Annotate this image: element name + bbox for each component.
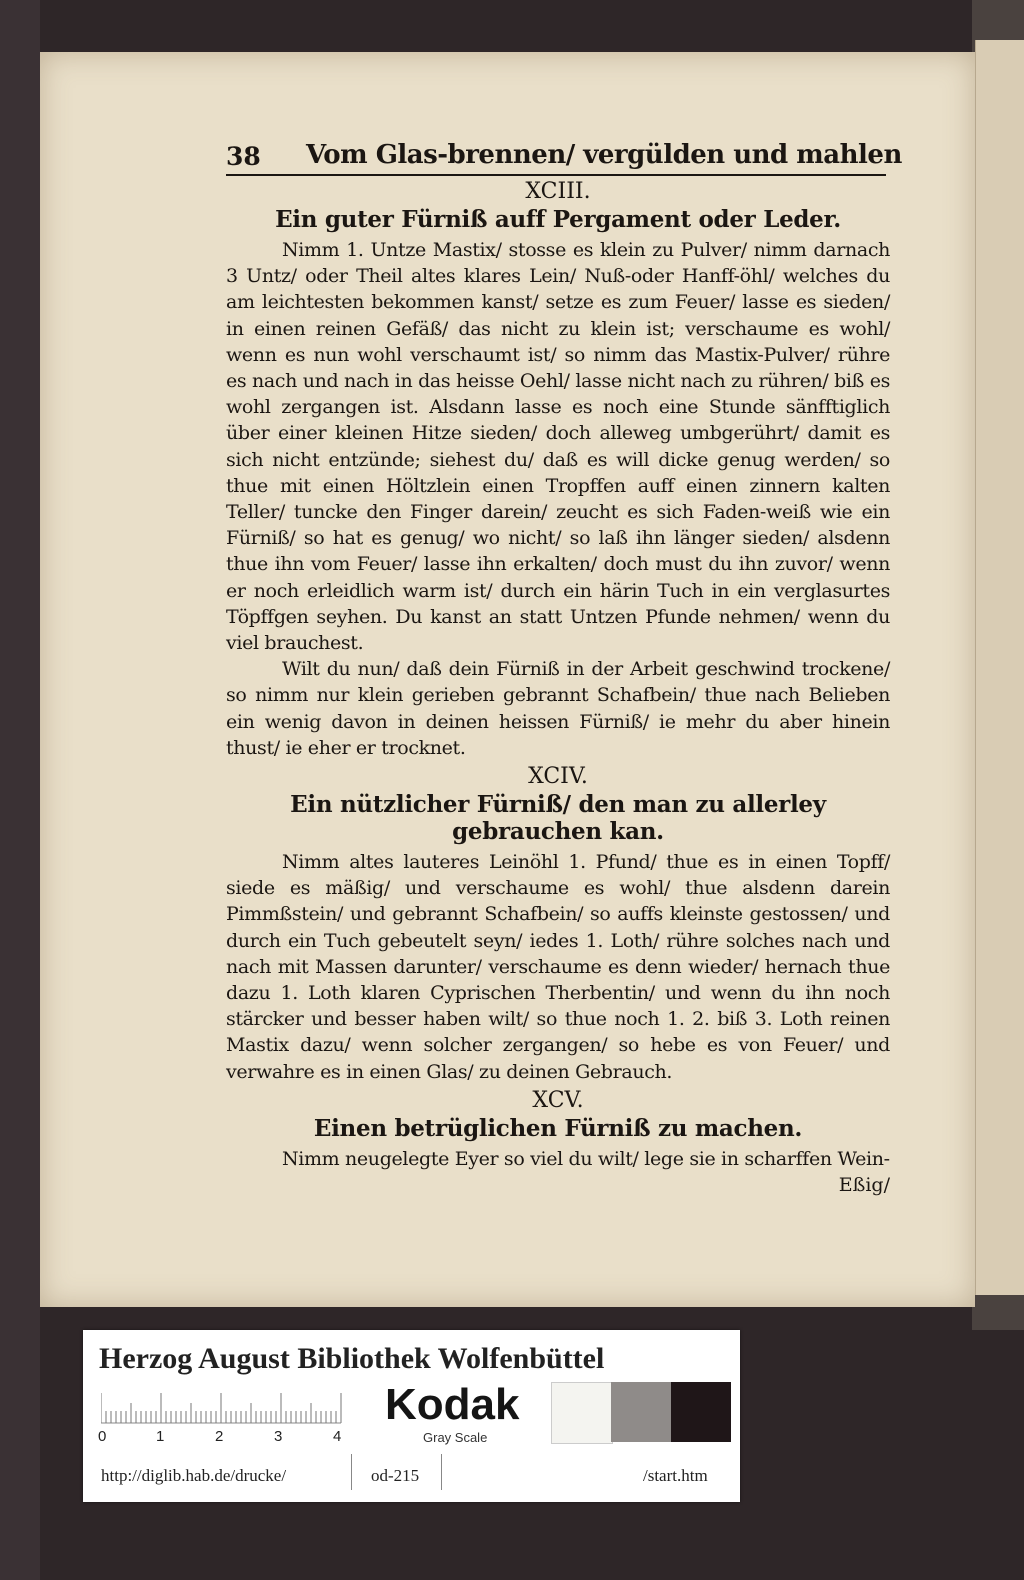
gray-patch-mid: [611, 1382, 671, 1442]
library-name: Herzog August Bibliothek Wolfenbüttel: [99, 1342, 605, 1375]
running-head: [226, 140, 902, 176]
text-block: [226, 140, 902, 1198]
paragraph: Nimm 1. Untze Mastix/ stosse es klein zu Pulver/ nimm darnach 3 Untz/ oder Theil altes klares Lein/ Nuß-oder Hanff-öhl/ welches du am leichtesten bekommen kanst/ setze es zum Feuer/ lasse es sieden/ in einen reinen Gefäß/ das nicht zu klein ist; verschaume es wohl/ wenn es nun wohl verschaumt ist/ so nimm das Mastix-Pulver/ rühre es nach und nach in das heisse Oehl/ lasse nicht nach zu rühren/ biß es wohl zergangen ist. Alsdann lasse es noch eine Stunde sänfftiglich über einer kleinen Hitze sieden/ doch alleweg umbgerührt/ damit es sich nicht entzünde; siehest du/ daß es will dicke genug werden/ so thue mit einen Höltzlein einen Tropffen auff einen zinnern kalten Teller/ tuncke den Finger darein/ zeucht es sich Faden-weiß wie ein Fürniß/ so hat es genug/ wo nicht/ so laß ihn länger sieden/ alsdenn thue ihn vom Feuer/ lasse ihn erkalten/ doch must du ihn zuvor/ wenn er noch erleidlich warm ist/ durch ein härin Tuch in ein verglasurtes Töpffgen seyhen. Du kanst an statt Untzen Pfunde nehmen/ wenn du viel brauchest.: [226, 239, 890, 655]
paragraph: Nimm altes lauteres Leinöhl 1. Pfund/ thue es in einen Topff/ siede es mäßig/ und verschaume es wohl/ thue alsdenn darein Pimmßstein/ und gebrannt Schafbein/ so auffs kleinste gestossen/ und durch ein Tuch gebeutelt seyn/ iedes 1. Loth/ rühre solches nach und nach mit Massen darunter/ verschaume es denn wieder/ hernach thue dazu 1. Loth klaren Cyprischen Therbentin/ und wenn du ihn noch stärcker und besser haben wilt/ so thue noch 1. 2. biß 3. Loth reinen Mastix dazu/ wenn solcher zergangen/ so hebe es von Feuer/ und verwahre es in einen Glas/ zu deinen Gebrauch.: [226, 851, 890, 1083]
ruler-number: 4: [333, 1428, 342, 1445]
section-heading: Ein guter Fürniß auff Pergament oder Leder.: [275, 206, 841, 233]
page-number: 38: [226, 142, 261, 171]
book-page: [40, 52, 975, 1307]
section-heading: Ein nützlicher Fürniß/ den man zu allerley gebrauchen kan.: [290, 791, 826, 846]
running-title: Vom Glas-brennen/ vergülden und mahlen: [306, 140, 902, 170]
url-part: od-215: [371, 1466, 420, 1485]
adjacent-page-edge: [975, 40, 1024, 1295]
gray-scale-label: Gray Scale: [423, 1430, 488, 1445]
ruler-number: 0: [98, 1428, 107, 1445]
ruler-scale: [101, 1390, 373, 1424]
scan-background-left: [0, 0, 40, 1580]
section-numeral: XCIII.: [525, 179, 591, 204]
kodak-logo: Kodak: [385, 1380, 520, 1429]
paragraph: Nimm neugelegte Eyer so viel du wilt/ lege sie in scharffen Wein-: [282, 1147, 890, 1170]
header-rule: [226, 174, 886, 176]
section-numeral: XCIV.: [528, 764, 588, 790]
url-part: /start.htm: [643, 1466, 708, 1485]
ruler-numbers: [98, 1428, 388, 1448]
ruler-number: 3: [274, 1428, 283, 1445]
paragraph: Wilt du nun/ daß dein Fürniß in der Arbeit geschwind trockene/ so nimm nur klein gerieben gebrannt Schafbein/ thue nach Belieben ein wenig davon in deinen heissen Fürniß/ ie mehr du aber hinein thust/ ie eher er trocknet.: [226, 658, 890, 759]
section-numeral: XCV.: [532, 1087, 584, 1113]
divider: [351, 1454, 352, 1490]
url-part: http://diglib.hab.de/drucke/: [101, 1466, 287, 1485]
calibration-card: [83, 1330, 740, 1502]
section-heading: Einen betrüglichen Fürniß zu machen.: [313, 1114, 803, 1142]
divider: [441, 1454, 442, 1490]
ruler-number: 2: [215, 1428, 224, 1445]
gray-patch-white: [551, 1382, 613, 1444]
ruler-number: 1: [156, 1428, 165, 1445]
catchword: Eßig/: [838, 1174, 890, 1197]
gray-patch-black: [671, 1382, 731, 1442]
